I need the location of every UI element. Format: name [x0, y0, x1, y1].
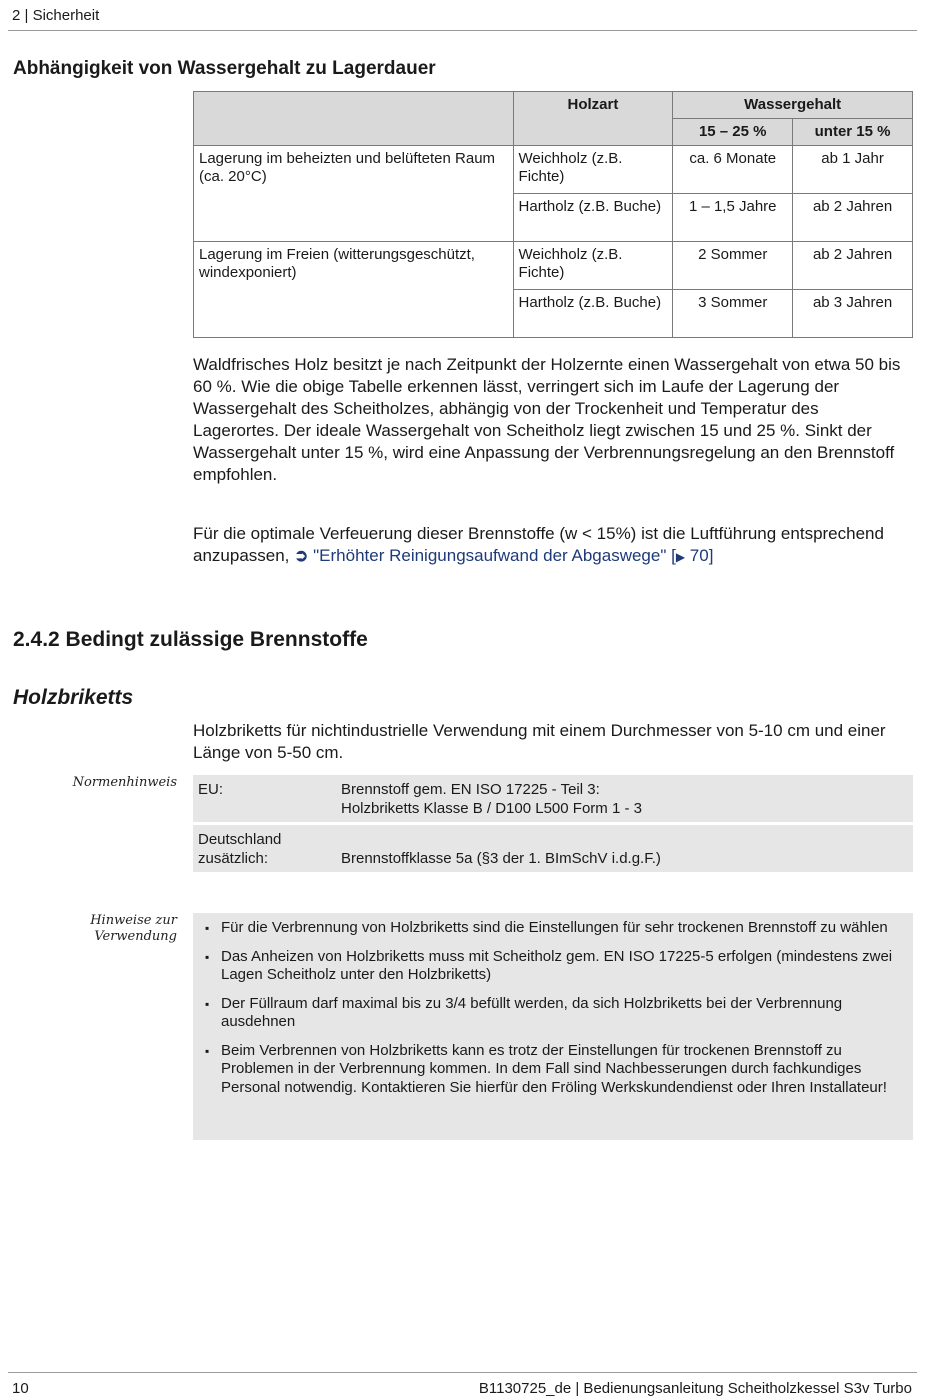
list-item: [201, 919, 903, 938]
header-divider: [8, 30, 917, 31]
list-item-text: Für die Verbrennung von Holzbriketts sind die Einstellungen für sehr trockenen Brennstoff zu wählen: [221, 919, 888, 936]
paragraph-wassergehalt: Waldfrisches Holz besitzt je nach Zeitpunkt der Holzernte einen Wassergehalt von etwa 50 bis 60 %. Wie die obige Tabelle erkennen lässt, verringert sich im Laufe der Lagerung der Wassergehalt des Scheitholzes, abhängig von der Trockenheit und Temperatur des Lagerortes. Der ideale Wassergehalt von Scheitholz liegt zwischen 15 und 25 %. Sinkt der Wassergehalt unter 15 %, wird eine Anpassung der Verbrennungsregelung an den Brennstoff empfohlen.: [193, 355, 901, 484]
holzbriketts-title: Holzbriketts: [13, 686, 134, 709]
table-cell-storage: [194, 290, 514, 338]
bullet-icon: ▪: [205, 996, 210, 1011]
table-row: [194, 290, 913, 338]
footer-divider: [8, 1372, 917, 1373]
list-item-text: Der Füllraum darf maximal bis zu 3/4 befüllt werden, da sich Holzbriketts bei der Verbrennung ausdehnen: [221, 994, 843, 1030]
table-cell-wood: Weichholz (z.B. Fichte): [513, 146, 673, 194]
side-label-usage: [90, 913, 177, 945]
table-cell-value: ab 3 Jahren: [793, 290, 913, 338]
norm-value-line: Holzbriketts Klasse B / D100 L500 Form 1 - 3: [341, 800, 642, 817]
norm-row: [193, 825, 913, 872]
table-header-col1: 15 – 25 %: [673, 119, 793, 146]
bullet-icon: ▪: [205, 921, 210, 935]
bullet-icon: ▪: [205, 1043, 210, 1058]
page-header: 2 | Sicherheit: [12, 7, 100, 24]
list-item: [201, 948, 903, 985]
norm-value-line: Brennstoff gem. EN ISO 17225 - Teil 3:: [341, 781, 600, 798]
norm-key: [198, 830, 341, 868]
table-header-empty: [194, 92, 514, 146]
paragraph-luftfuehrung: [193, 523, 908, 568]
table-row: [194, 146, 913, 194]
table-cell-value: ab 2 Jahren: [793, 194, 913, 242]
table-header-holzart: Holzart: [513, 92, 673, 146]
link-arrow-icon: ➲: [294, 546, 309, 565]
table-cell-wood: Hartholz (z.B. Buche): [513, 194, 673, 242]
table-row: [194, 194, 913, 242]
table-cell-storage: Lagerung im beheizten und belüfteten Raum (ca. 20°C): [194, 146, 514, 194]
subsection-title: 2.4.2 Bedingt zulässige Brennstoffe: [13, 628, 368, 651]
table-cell-value: ab 1 Jahr: [793, 146, 913, 194]
table-cell-storage: [194, 194, 514, 242]
section-title: Abhängigkeit von Wassergehalt zu Lagerdauer: [13, 58, 436, 79]
paragraph-luftfuehrung-text: Für die optimale Verfeuerung dieser Brennstoffe (w < 15%) ist die Luftführung entsprechend anzupassen,: [193, 524, 884, 565]
table-cell-value: ab 2 Jahren: [793, 242, 913, 290]
norm-key-line: zusätzlich:: [198, 850, 269, 867]
page-number: 10: [12, 1380, 29, 1397]
table-cell-value: 1 – 1,5 Jahre: [673, 194, 793, 242]
list-item-text: Das Anheizen von Holzbriketts muss mit Scheitholz gem. EN ISO 17225-5 erfolgen (mindestens zwei Lagen Scheitholz unter den Holzbriketts): [221, 947, 893, 983]
cross-reference-text: "Erhöhter Reinigungsaufwand der Abgaswege" [: [313, 546, 676, 565]
table-cell-wood: Weichholz (z.B. Fichte): [513, 242, 673, 290]
table-cell-value: ca. 6 Monate: [673, 146, 793, 194]
water-content-table: [193, 91, 913, 338]
table-row: [194, 242, 913, 290]
table-header-wassergehalt: Wassergehalt: [673, 92, 913, 119]
norm-value: Brennstoffklasse 5a (§3 der 1. BImSchV i.d.g.F.): [341, 850, 661, 867]
table-cell-storage: Lagerung im Freien (witterungsgeschützt, windexponiert): [194, 242, 514, 290]
side-label-norm: Normenhinweis: [72, 775, 177, 790]
cross-reference-link[interactable]: [313, 546, 713, 565]
side-label-usage-line: Hinweise zur: [90, 913, 177, 928]
list-item-text: Beim Verbrennen von Holzbriketts kann es trotz der Einstellungen für trockenen Brennstoff zu Problemen in der Verbrennung kommen. In dem Fall sind Nachbesserungen durch fachkundiges Personal notwendig. Kontaktieren Sie hierfür den Fröling Werkskundendienst oder Ihren Installateur!: [221, 1041, 887, 1096]
norm-table: [193, 775, 913, 872]
usage-notes-box: [193, 913, 913, 1140]
usage-notes-list: [201, 919, 903, 1097]
bullet-icon: ▪: [205, 949, 210, 964]
table-header-row: [194, 92, 913, 119]
table-cell-value: 3 Sommer: [673, 290, 793, 338]
side-label-usage-line: Verwendung: [94, 929, 177, 944]
page-marker-icon: ▶: [675, 550, 686, 564]
norm-key-line: Deutschland: [198, 831, 282, 848]
norm-value: [341, 780, 908, 818]
table-header-col2: unter 15 %: [793, 119, 913, 146]
list-item: [201, 995, 903, 1032]
list-item: [201, 1042, 903, 1098]
cross-reference-page: 70]: [685, 546, 714, 565]
footer-doc-title: B1130725_de | Bedienungsanleitung Scheitholzkessel S3v Turbo: [478, 1380, 912, 1397]
norm-key: EU:: [198, 781, 224, 798]
table-cell-wood: Hartholz (z.B. Buche): [513, 290, 673, 338]
norm-row: [193, 775, 913, 822]
holzbriketts-intro: Holzbriketts für nichtindustrielle Verwendung mit einem Durchmesser von 5-10 cm und einer Länge von 5-50 cm.: [193, 721, 886, 762]
table-cell-value: 2 Sommer: [673, 242, 793, 290]
